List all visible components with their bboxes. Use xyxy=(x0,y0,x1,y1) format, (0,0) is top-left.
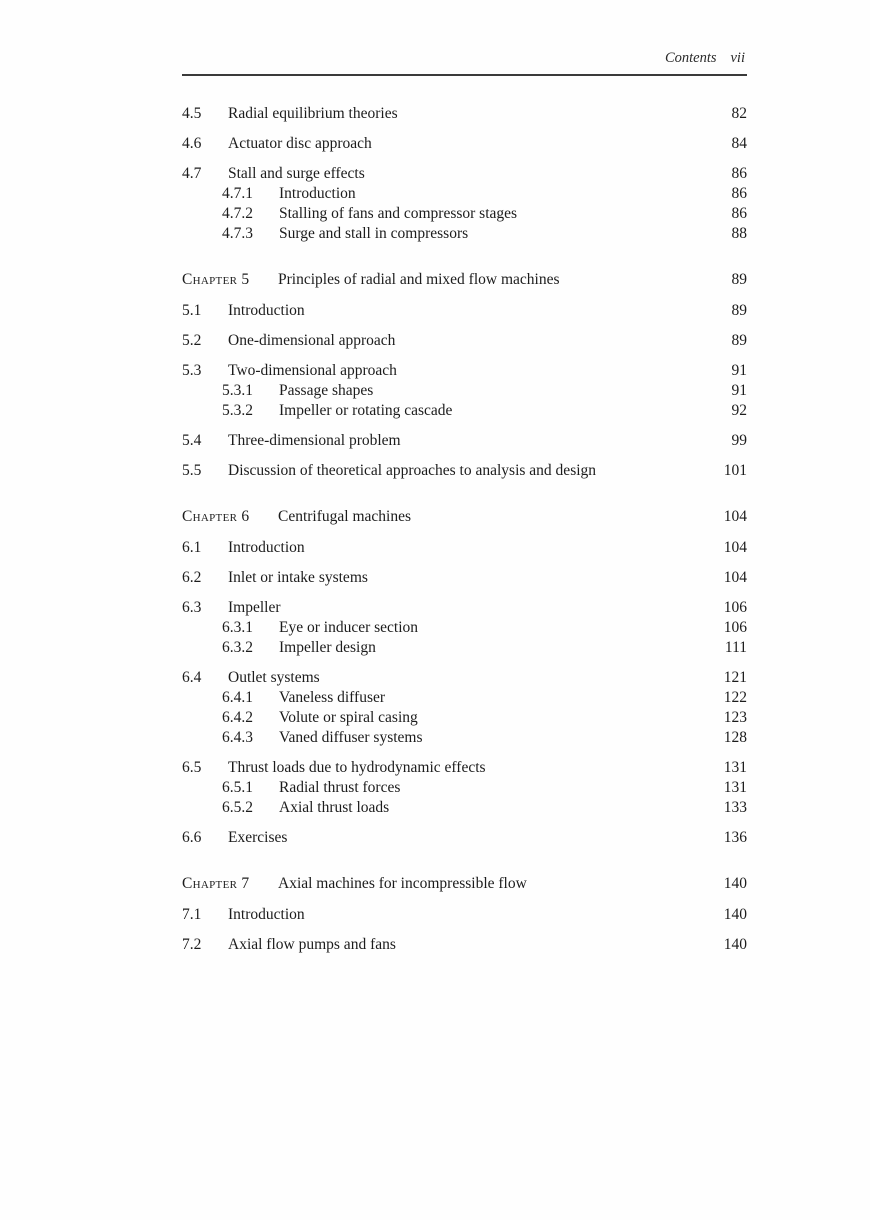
entry-number: 5.2 xyxy=(182,332,202,349)
entry-page: 101 xyxy=(723,462,747,479)
entry-page: 121 xyxy=(723,669,747,686)
entry-left xyxy=(222,798,701,818)
entry-page: 106 xyxy=(723,619,747,636)
entry-number: 6.5.1 xyxy=(222,779,253,796)
toc-row xyxy=(182,164,747,184)
toc-row xyxy=(182,461,747,481)
entry-number: 4.5 xyxy=(182,105,202,122)
entry-page: 131 xyxy=(723,779,747,796)
chapter-label: Chapter 7 xyxy=(182,875,250,892)
entry-title: Axial flow pumps and fans xyxy=(228,936,396,953)
entry-left xyxy=(222,728,701,748)
entry-number: 6.3 xyxy=(182,599,202,616)
toc-row xyxy=(182,184,747,204)
toc-row xyxy=(182,935,747,955)
entry-number: 4.7.2 xyxy=(222,205,253,222)
entry-number: 6.2 xyxy=(182,569,202,586)
toc-row xyxy=(182,618,747,638)
toc-row xyxy=(182,134,747,154)
toc-row xyxy=(182,224,747,244)
entry-left xyxy=(182,538,701,558)
entry-number: 5.3.2 xyxy=(222,402,253,419)
entry-title: Introduction xyxy=(228,906,305,923)
entry-page: 111 xyxy=(724,639,747,656)
entry-title: Axial thrust loads xyxy=(279,799,390,816)
entry-title: Introduction xyxy=(228,539,305,556)
toc-row xyxy=(182,431,747,451)
entry-title: Exercises xyxy=(228,829,288,846)
toc-row xyxy=(182,798,747,818)
entry-number: 6.4.3 xyxy=(222,729,253,746)
entry-number: 4.7 xyxy=(182,165,202,182)
entry-title: Axial machines for incompressible flow xyxy=(278,875,527,892)
entry-number: 6.4.2 xyxy=(222,709,253,726)
entry-title: Radial thrust forces xyxy=(279,779,401,796)
entry-left xyxy=(222,618,701,638)
toc-row xyxy=(182,688,747,708)
entry-number: 6.5 xyxy=(182,759,202,776)
entry-title: Eye or inducer section xyxy=(279,619,419,636)
entry-title: Outlet systems xyxy=(228,669,320,686)
entry-title: Three-dimensional problem xyxy=(228,432,401,449)
entry-page: 131 xyxy=(723,759,747,776)
entry-left xyxy=(182,507,701,527)
chapter-label: Chapter 6 xyxy=(182,508,250,525)
entry-left xyxy=(222,204,701,224)
entry-left xyxy=(222,778,701,798)
entry-page: 104 xyxy=(723,569,747,586)
toc-row xyxy=(182,331,747,351)
entry-page: 86 xyxy=(731,165,747,182)
entry-page: 133 xyxy=(723,799,747,816)
entry-title: Actuator disc approach xyxy=(228,135,372,152)
entry-number: 6.3.2 xyxy=(222,639,253,656)
book-page xyxy=(182,0,747,955)
entry-number: 5.3.1 xyxy=(222,382,253,399)
page-header xyxy=(182,50,747,76)
entry-number: 5.5 xyxy=(182,462,202,479)
entry-page: 122 xyxy=(723,689,747,706)
entry-left xyxy=(182,134,701,154)
entry-page: 99 xyxy=(731,432,747,449)
entry-title: Discussion of theoretical approaches to analysis and design xyxy=(228,462,597,479)
entry-title: Vaneless diffuser xyxy=(279,689,386,706)
entry-left xyxy=(182,935,701,955)
entry-left xyxy=(182,668,701,688)
toc-chapter-row xyxy=(182,507,747,527)
toc-row xyxy=(182,905,747,925)
entry-title: Centrifugal machines xyxy=(278,508,411,525)
entry-number: 5.4 xyxy=(182,432,202,449)
entry-number: 7.1 xyxy=(182,906,202,923)
entry-page: 82 xyxy=(731,105,747,122)
entry-page: 91 xyxy=(731,382,747,399)
entry-title: Introduction xyxy=(228,302,305,319)
page-number-label: vii xyxy=(730,50,745,66)
entry-left xyxy=(222,401,701,421)
toc-row xyxy=(182,758,747,778)
entry-page: 104 xyxy=(723,539,747,556)
toc-row xyxy=(182,204,747,224)
entry-page: 140 xyxy=(723,936,747,953)
entry-number: 4.6 xyxy=(182,135,202,152)
toc-row xyxy=(182,828,747,848)
entry-title: Two-dimensional approach xyxy=(228,362,397,379)
entry-left xyxy=(182,598,701,618)
entry-number: 4.7.1 xyxy=(222,185,253,202)
entry-left xyxy=(182,828,701,848)
toc-chapter-row xyxy=(182,270,747,290)
entry-page: 106 xyxy=(723,599,747,616)
entry-left xyxy=(182,270,701,290)
toc-row xyxy=(182,778,747,798)
entry-title: Thrust loads due to hydrodynamic effects xyxy=(228,759,486,776)
toc-row xyxy=(182,668,747,688)
entry-title: Passage shapes xyxy=(279,382,374,399)
entry-number: 5.3 xyxy=(182,362,202,379)
entry-page: 88 xyxy=(731,225,747,242)
toc-row xyxy=(182,361,747,381)
entry-page: 123 xyxy=(723,709,747,726)
entry-page: 86 xyxy=(731,185,747,202)
entry-title: Radial equilibrium theories xyxy=(228,105,398,122)
entry-number: 6.3.1 xyxy=(222,619,253,636)
entry-title: Impeller design xyxy=(279,639,376,656)
entry-left xyxy=(222,224,701,244)
toc-row xyxy=(182,301,747,321)
entry-number: 6.5.2 xyxy=(222,799,253,816)
entry-page: 84 xyxy=(731,135,747,152)
entry-title: Principles of radial and mixed flow machines xyxy=(278,271,560,288)
entry-left xyxy=(182,104,701,124)
toc-row xyxy=(182,538,747,558)
entry-number: 6.4.1 xyxy=(222,689,253,706)
entry-title: Stall and surge effects xyxy=(228,165,365,182)
entry-left xyxy=(182,758,701,778)
entry-page: 92 xyxy=(731,402,747,419)
entry-left xyxy=(182,905,701,925)
entry-left xyxy=(222,184,701,204)
entry-number: 6.6 xyxy=(182,829,202,846)
entry-title: Impeller or rotating cascade xyxy=(279,402,453,419)
toc-row xyxy=(182,104,747,124)
entry-left xyxy=(182,431,701,451)
entry-title: Stalling of fans and compressor stages xyxy=(279,205,518,222)
entry-page: 86 xyxy=(731,205,747,222)
contents-label: Contents xyxy=(664,50,717,66)
entry-title: Vaned diffuser systems xyxy=(279,729,423,746)
toc-row xyxy=(182,638,747,658)
entry-left xyxy=(222,688,701,708)
entry-page: 89 xyxy=(731,271,747,288)
entry-left xyxy=(182,331,701,351)
toc-row xyxy=(182,568,747,588)
entry-title: Volute or spiral casing xyxy=(279,709,418,726)
toc-list xyxy=(182,104,747,955)
entry-number: 6.1 xyxy=(182,539,202,556)
entry-title: One-dimensional approach xyxy=(228,332,396,349)
entry-left xyxy=(182,164,701,184)
entry-left xyxy=(182,301,701,321)
entry-page: 140 xyxy=(723,875,747,892)
toc-row xyxy=(182,728,747,748)
toc-row xyxy=(182,708,747,728)
entry-page: 128 xyxy=(723,729,747,746)
entry-left xyxy=(222,381,701,401)
entry-page: 91 xyxy=(731,362,747,379)
entry-page: 140 xyxy=(723,906,747,923)
chapter-label: Chapter 5 xyxy=(182,271,250,288)
toc-row xyxy=(182,381,747,401)
entry-left xyxy=(222,708,701,728)
entry-page: 136 xyxy=(723,829,747,846)
entry-title: Inlet or intake systems xyxy=(228,569,368,586)
entry-left xyxy=(222,638,701,658)
entry-number: 6.4 xyxy=(182,669,202,686)
entry-number: 5.1 xyxy=(182,302,202,319)
entry-number: 7.2 xyxy=(182,936,202,953)
toc-row xyxy=(182,401,747,421)
entry-title: Impeller xyxy=(228,599,281,616)
entry-left xyxy=(182,461,701,481)
entry-title: Surge and stall in compressors xyxy=(279,225,469,242)
entry-page: 89 xyxy=(731,332,747,349)
entry-page: 89 xyxy=(731,302,747,319)
entry-left xyxy=(182,361,701,381)
entry-left xyxy=(182,874,701,894)
entry-left xyxy=(182,568,701,588)
entry-page: 104 xyxy=(723,508,747,525)
entry-title: Introduction xyxy=(279,185,356,202)
toc-chapter-row xyxy=(182,874,747,894)
toc-row xyxy=(182,598,747,618)
entry-number: 4.7.3 xyxy=(222,225,253,242)
